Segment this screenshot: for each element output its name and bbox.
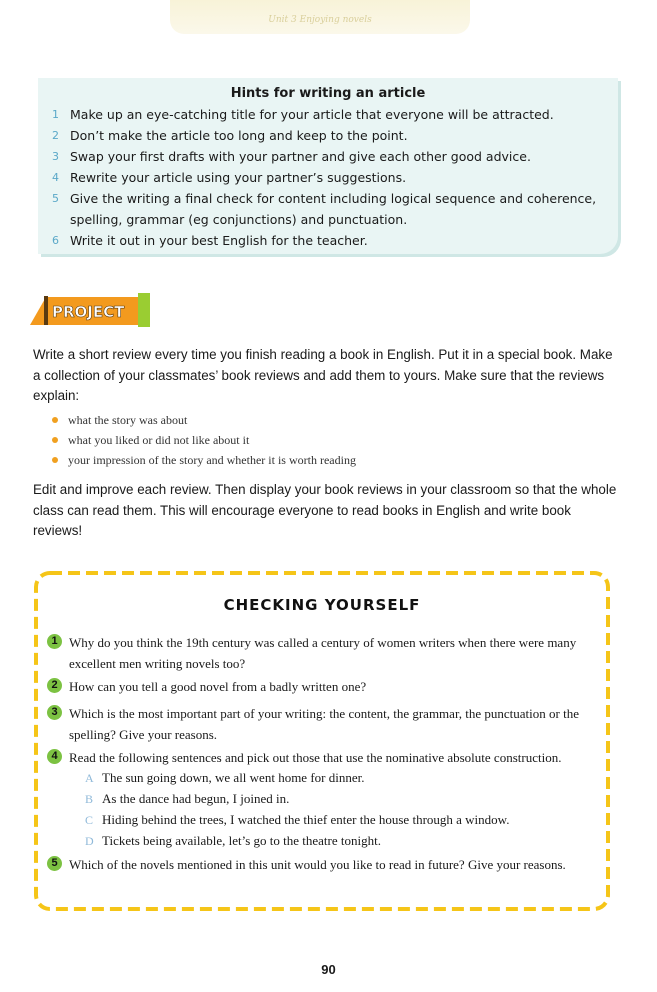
hint-number: 4 (52, 171, 59, 184)
bullet-dot-icon (52, 457, 58, 463)
hint-number: 3 (52, 150, 59, 163)
project-bullet-list (52, 410, 612, 470)
option-item (85, 768, 605, 789)
hint-item (52, 167, 612, 188)
running-header (170, 0, 470, 34)
question-text: Why do you think the 19th century was called a century of women writers when there were many excellent men writing novels too? (69, 635, 577, 671)
hint-number: 1 (52, 108, 59, 121)
bullet-dot-icon (52, 417, 58, 423)
option-text: Hiding behind the trees, I watched the thief enter the house through a window. (102, 812, 510, 827)
page-number: 90 (321, 962, 336, 977)
project-intro: Write a short review every time you finish reading a book in English. Put it in a special book. Make a collection of your classmates’ book reviews and add them to yours. Make sure that the reviews explain: (33, 347, 613, 403)
hint-item (52, 104, 612, 125)
question-number-badge: 1 (47, 634, 62, 649)
option-text: Tickets being available, let’s go to the theatre tonight. (102, 833, 381, 848)
hint-item (52, 146, 612, 167)
option-letter: C (85, 813, 94, 827)
question-item (47, 855, 607, 876)
question-text: Which of the novels mentioned in this unit would you like to read in future? Give your reasons. (69, 857, 566, 872)
hint-item (52, 230, 612, 251)
option-item (85, 789, 605, 810)
option-item (85, 831, 605, 852)
question-item (47, 748, 607, 769)
running-title: Unit 3 Enjoying novels (268, 15, 372, 25)
hint-item (52, 188, 612, 230)
hints-box (38, 78, 618, 254)
question-number-badge: 5 (47, 856, 62, 871)
bullet-dot-icon (52, 437, 58, 443)
hint-number: 2 (52, 129, 59, 142)
option-letter: A (85, 771, 94, 785)
question-number-badge: 3 (47, 705, 62, 720)
hint-item (52, 125, 612, 146)
question-item (47, 677, 607, 698)
project-bullet: your impression of the story and whether it is worth reading (52, 450, 612, 470)
option-item (85, 810, 605, 831)
hint-text: Write it out in your best English for the teacher. (70, 233, 368, 248)
hint-text: Make up an eye-catching title for your article that everyone will be attracted. (70, 107, 554, 122)
checking-title: CHECKING YOURSELF (223, 596, 421, 614)
option-letter: B (85, 792, 94, 806)
project-badge-label: PROJECT (52, 303, 125, 321)
question-text: How can you tell a good novel from a badly written one? (69, 679, 367, 694)
option-text: The sun going down, we all went home for dinner. (102, 770, 365, 785)
hint-number: 5 (52, 192, 59, 205)
question-number-badge: 4 (47, 749, 62, 764)
checking-yourself-box (33, 570, 611, 912)
project-bullet: what the story was about (52, 410, 612, 430)
question-item (47, 633, 607, 674)
project-bullet: what you liked or did not like about it (52, 430, 612, 450)
project-badge (30, 293, 150, 327)
hints-title: Hints for writing an article (230, 86, 426, 101)
hint-text: Rewrite your article using your partner’s suggestions. (70, 170, 407, 185)
question-text: Read the following sentences and pick out those that use the nominative absolute construction. (69, 750, 562, 765)
hint-text: Give the writing a final check for content including logical sequence and coherence, spelling, grammar (eg conjunctions) and punctuation. (70, 191, 597, 227)
option-text: As the dance had begun, I joined in. (102, 791, 290, 806)
project-closing: Edit and improve each review. Then display your book reviews in your classroom so that the whole class can read them. This will encourage everyone to read books in English and write book reviews! (33, 482, 617, 538)
question-text: Which is the most important part of your writing: the content, the grammar, the punctuation or the spelling? Give your reasons. (69, 706, 579, 742)
hint-number: 6 (52, 234, 59, 247)
question-item (47, 704, 607, 745)
question-number-badge: 2 (47, 678, 62, 693)
hint-text: Swap your first drafts with your partner and give each other good advice. (70, 149, 531, 164)
option-letter: D (85, 834, 94, 848)
hint-text: Don’t make the article too long and keep to the point. (70, 128, 408, 143)
